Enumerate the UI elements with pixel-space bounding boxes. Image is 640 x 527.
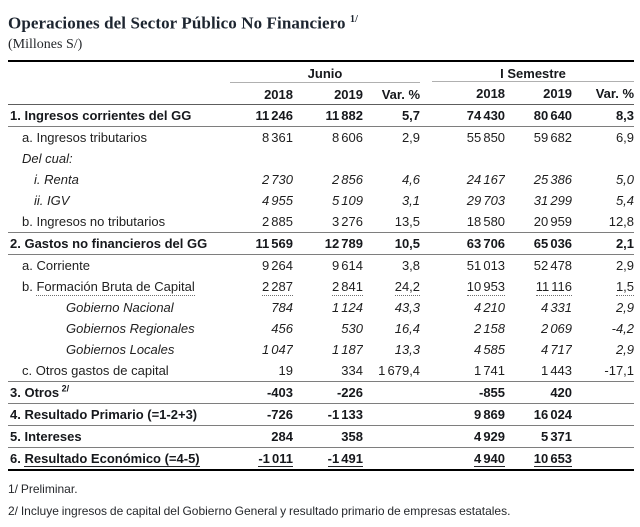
table-row — [8, 425, 634, 447]
cell-value: 3 276 — [331, 213, 363, 229]
cell-value: 2 158 — [473, 320, 506, 336]
cell-value: 4 585 — [473, 341, 506, 357]
cell-value: 9 869 — [473, 406, 506, 422]
cell-value: 2,1 — [615, 235, 635, 251]
table-row — [8, 297, 634, 318]
cell-value: 12,8 — [608, 213, 635, 229]
group-header-semestre-text: I Semestre — [432, 62, 634, 82]
row-label: b. Formación Bruta de Capital — [22, 278, 195, 294]
cell-value: 25 386 — [533, 171, 573, 187]
cell-value: -1 491 — [327, 450, 363, 466]
row-label: 4. Resultado Primario (=1-2+3) — [10, 406, 198, 422]
col-header-junio-2018: 2018 — [264, 86, 293, 102]
row-label: ii. IGV — [34, 192, 70, 208]
cell-value — [572, 381, 634, 403]
cell-value: 2,9 — [401, 129, 421, 145]
table-row — [8, 169, 634, 190]
cell-value: 24 167 — [466, 171, 506, 187]
cell-value — [505, 148, 572, 169]
cell-value: 2 841 — [331, 278, 363, 294]
col-header-sem-2018: 2018 — [476, 86, 506, 102]
fiscal-operations-table — [8, 60, 634, 471]
cell-value: 55 850 — [466, 129, 506, 145]
year-header-row — [8, 82, 634, 104]
row-label: 3. Otros $^{2/}$ — [10, 383, 70, 400]
cell-value: 456 — [271, 320, 293, 336]
cell-value — [572, 425, 634, 447]
cell-value — [420, 148, 505, 169]
cell-value: 1 187 — [331, 341, 363, 357]
cell-value: 8,3 — [615, 107, 635, 123]
table-body — [8, 104, 634, 470]
row-label: b. Ingresos no tributarios — [22, 213, 166, 229]
cell-value — [363, 148, 420, 169]
table-row — [8, 276, 634, 297]
cell-value: 18 580 — [466, 213, 506, 229]
col-header-junio-var: Var. % — [381, 86, 421, 102]
footnotes — [8, 482, 633, 518]
cell-value — [363, 403, 420, 425]
cell-value: 74 430 — [466, 107, 506, 123]
cell-value: 4 929 — [473, 428, 506, 444]
table-row — [8, 211, 634, 233]
col-header-sem-2019: 2019 — [543, 86, 573, 102]
page-title-text: Operaciones del Sector Público No Financiero — [8, 13, 346, 33]
cell-value: 11 569 — [255, 235, 293, 251]
cell-value: 5,7 — [401, 107, 421, 123]
row-label: Gobiernos Regionales — [66, 320, 195, 336]
cell-value: 8 361 — [261, 129, 293, 145]
cell-value: 9 614 — [331, 257, 363, 273]
table-row — [8, 339, 634, 360]
cell-value: 5,0 — [615, 171, 635, 187]
table-row — [8, 148, 634, 169]
row-label: 5. Intereses — [10, 428, 82, 444]
row-label: i. Renta — [34, 171, 79, 187]
row-label: 2. Gastos no financieros del GG — [10, 235, 208, 251]
row-label: 6. Resultado Económico (=4-5) — [10, 450, 200, 466]
cell-value: 43,3 — [394, 299, 421, 315]
cell-value: 31 299 — [533, 192, 573, 208]
cell-value: 13,5 — [394, 213, 421, 229]
cell-value: 12 789 — [324, 235, 363, 251]
footnote-1: 1/ Preliminar. — [8, 481, 78, 496]
cell-value — [572, 403, 634, 425]
cell-value: 11 246 — [255, 107, 293, 123]
cell-value: 2 856 — [331, 171, 363, 187]
cell-value: 13,3 — [394, 341, 421, 357]
cell-value — [363, 425, 420, 447]
label-column-spacer — [8, 82, 230, 104]
row-label: Del cual: — [22, 150, 73, 166]
cell-value: 4 940 — [473, 450, 506, 466]
cell-value: -4,2 — [611, 320, 635, 336]
cell-value: 1 443 — [540, 362, 573, 378]
col-header-sem-var: Var. % — [595, 86, 635, 102]
cell-value: 2,9 — [615, 257, 635, 273]
cell-value: -1 133 — [327, 406, 363, 422]
cell-value: 59 682 — [533, 129, 573, 145]
cell-value: 6,9 — [615, 129, 635, 145]
cell-value — [363, 381, 420, 403]
cell-value: 24,2 — [394, 278, 421, 294]
table-header — [8, 61, 634, 105]
table-row — [8, 447, 634, 470]
cell-value: 4 955 — [261, 192, 293, 208]
cell-value: 65 036 — [533, 235, 573, 251]
cell-value: 1 741 — [473, 362, 506, 378]
cell-value: 10,5 — [394, 235, 421, 251]
cell-value: -855 — [479, 384, 506, 400]
cell-value: 530 — [341, 320, 363, 336]
table-row — [8, 232, 634, 254]
cell-value — [293, 148, 363, 169]
cell-value — [572, 447, 634, 470]
col-header-junio-2019: 2019 — [334, 86, 363, 102]
cell-value: -226 — [336, 384, 363, 400]
page-subtitle: (Millones S/) — [8, 36, 83, 52]
cell-value: 2 730 — [261, 171, 293, 187]
cell-value: 358 — [341, 428, 363, 444]
cell-value: 10 953 — [466, 278, 506, 294]
cell-value: 10 653 — [533, 450, 573, 466]
table-row — [8, 254, 634, 276]
cell-value: 29 703 — [466, 192, 506, 208]
group-header-row — [8, 61, 634, 83]
cell-value: 334 — [341, 362, 363, 378]
cell-value: 16,4 — [394, 320, 421, 336]
table-row — [8, 381, 634, 403]
cell-value: 3,8 — [401, 257, 421, 273]
table-row — [8, 360, 634, 382]
cell-value: 2,9 — [615, 299, 635, 315]
cell-value: 11 116 — [535, 278, 573, 294]
cell-value: 1,5 — [615, 278, 635, 294]
cell-value: 51 013 — [466, 257, 506, 273]
cell-value: 11 882 — [325, 107, 363, 123]
cell-value: 20 959 — [533, 213, 573, 229]
cell-value: 784 — [271, 299, 293, 315]
cell-value: -17,1 — [604, 362, 635, 378]
footnote-2: 2/ Incluye ingresos de capital del Gobierno General y resultado primario de empresas estatales. — [8, 503, 511, 518]
cell-value: 5 371 — [540, 428, 573, 444]
title-footnote-marker: 1/ — [349, 14, 358, 25]
cell-value: 284 — [271, 428, 293, 444]
cell-value: 3,1 — [401, 192, 421, 208]
table-row — [8, 318, 634, 339]
row-label: 1. Ingresos corrientes del GG — [10, 107, 192, 123]
cell-value: -403 — [266, 384, 293, 400]
cell-value: 63 706 — [466, 235, 506, 251]
cell-value: 52 478 — [533, 257, 573, 273]
row-label: c. Otros gastos de capital — [22, 362, 169, 378]
cell-value: 2 287 — [261, 278, 293, 294]
cell-value: 5 109 — [331, 192, 363, 208]
table-row — [8, 190, 634, 211]
row-label: Gobiernos Locales — [66, 341, 175, 357]
cell-value: 8 606 — [331, 129, 363, 145]
cell-value: 4,6 — [401, 171, 421, 187]
cell-value: 420 — [550, 384, 573, 400]
label-column-spacer — [8, 61, 230, 83]
cell-value: 1 124 — [331, 299, 363, 315]
cell-value — [363, 447, 420, 470]
cell-value — [230, 148, 293, 169]
group-header-semestre — [420, 61, 634, 83]
cell-value: 4 210 — [473, 299, 506, 315]
cell-value: 19 — [278, 362, 293, 378]
row-label: a. Corriente — [22, 257, 90, 273]
cell-value: 4 331 — [540, 299, 573, 315]
cell-value: 2 885 — [261, 213, 293, 229]
page-title — [8, 9, 633, 34]
row-label: Gobierno Nacional — [66, 299, 174, 315]
cell-value: -726 — [266, 406, 293, 422]
cell-value: 9 264 — [261, 257, 293, 273]
cell-value: 5,4 — [615, 192, 635, 208]
table-row — [8, 403, 634, 425]
cell-value — [572, 148, 634, 169]
cell-value: 4 717 — [540, 341, 573, 357]
group-header-junio: Junio — [230, 61, 420, 83]
table-row — [8, 104, 634, 126]
cell-value: 1 679,4 — [378, 362, 421, 378]
cell-value: 1 047 — [261, 341, 293, 357]
table-row — [8, 126, 634, 148]
cell-value: -1 011 — [258, 450, 293, 466]
cell-value: 2,9 — [615, 341, 635, 357]
cell-value: 80 640 — [533, 107, 573, 123]
cell-value: 16 024 — [533, 406, 573, 422]
row-label: a. Ingresos tributarios — [22, 129, 148, 145]
cell-value: 2 069 — [540, 320, 573, 336]
